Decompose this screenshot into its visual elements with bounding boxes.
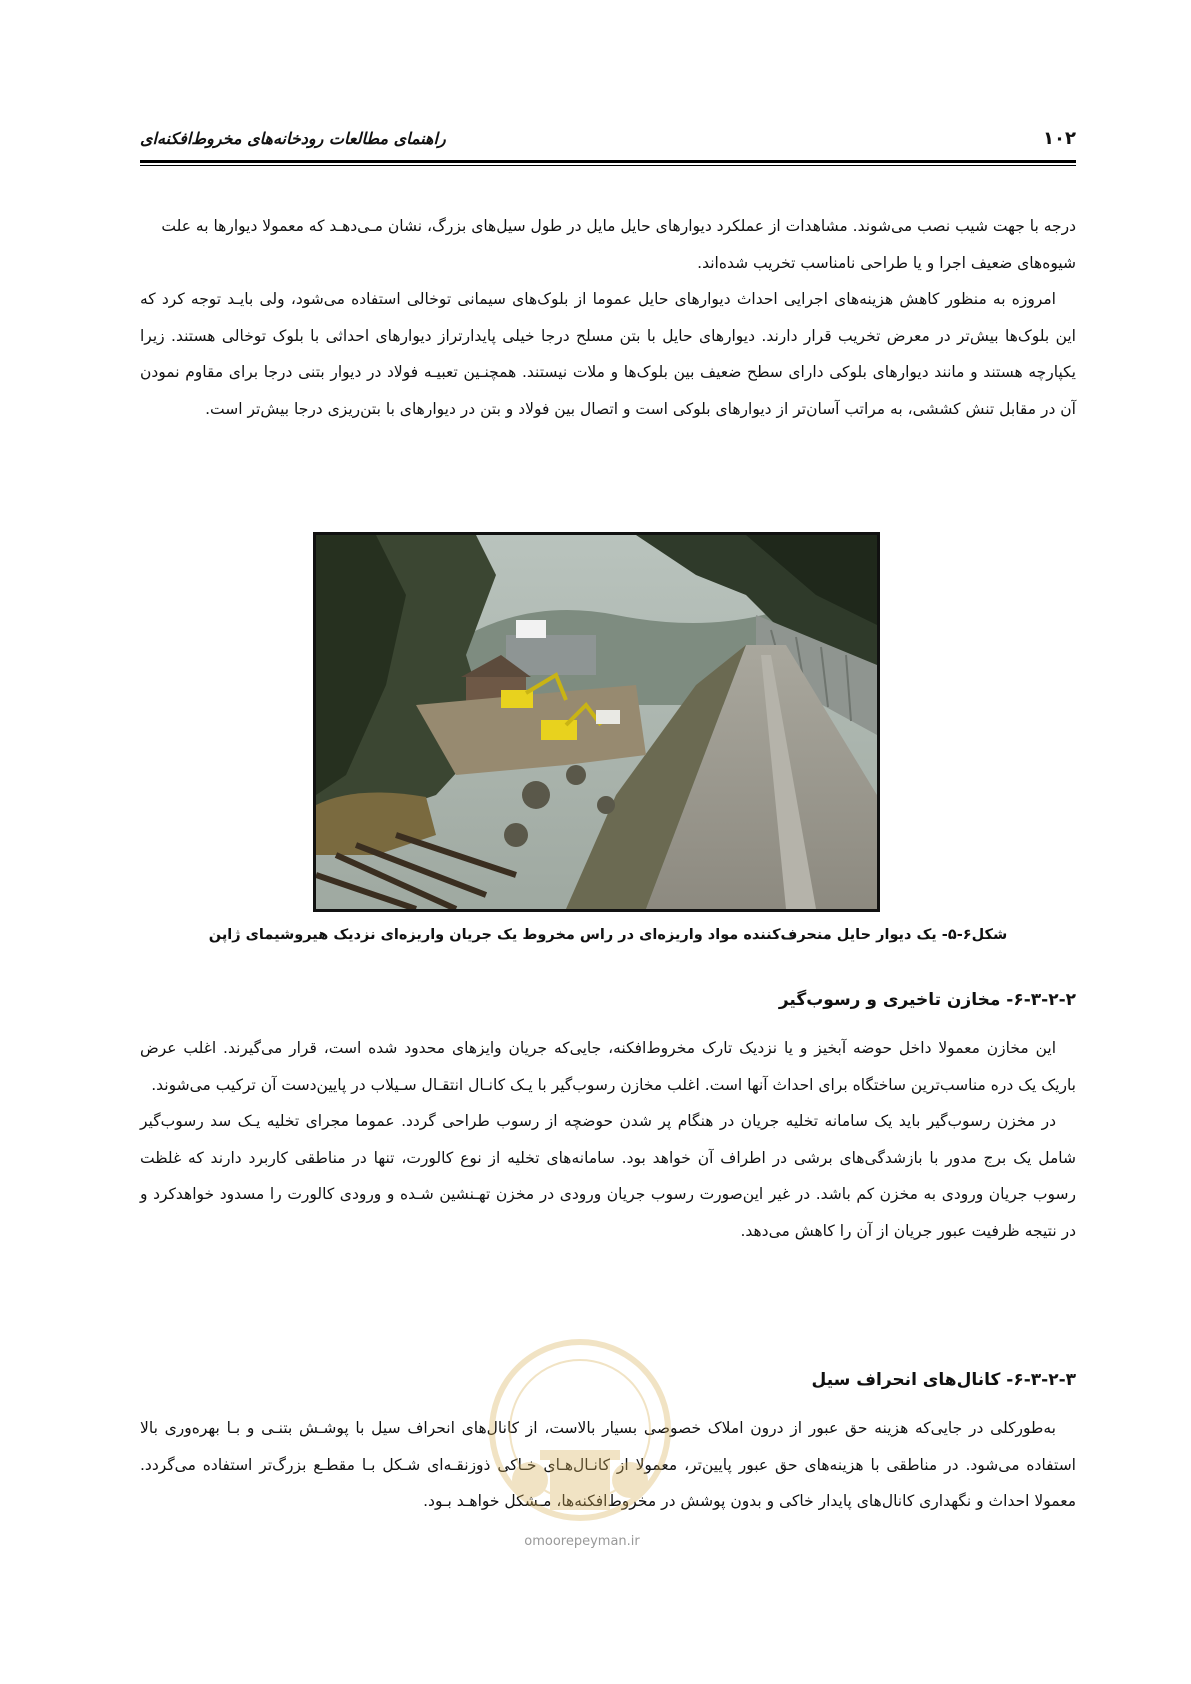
watermark-url: omoorepeyman.ir (524, 1534, 640, 1549)
paragraph: به‌طورکلی در جایی‌که هزینه حق عبور از درون املاک خصوصی بسیار بالاست، از کانال‌های انحراف سیل با پوشـش بتنـی و بـا بهره‌وری بالا استفاده می‌شود. در مناطقی با هزینه‌های حق عبور پایین‌تر، معمولا از کانـال‌هـای خـاکی ذوزنقـه‌ای شـکل بـا مقطـع بزرگ‌تر استفاده می‌گردد. معمولا احداث و نگهداری کانال‌های پایدار خاکی و بدون پوشش در مخروط‌افکنه‌ها، مـشکل خواهـد بـود. (140, 1419, 1076, 1510)
running-header (140, 124, 1076, 154)
page-number: ۱۰۲ (1043, 128, 1076, 149)
paragraph: درجه با جهت شیب نصب می‌شوند. مشاهدات از عملکرد دیوارهای حایل مایل در طول سیل‌های بزرگ، نشان مـی‌دهـد که معمولا دیوارها به علت شیوه‌های ضعیف اجرا و یا طراحی نامناسب تخریب شده‌اند. (161, 217, 1076, 272)
header-rule-thick (140, 160, 1076, 163)
figure-caption: شکل۶-۵- یک دیوار حایل منحرف‌کننده مواد واریزه‌ای در راس مخروط یک جریان واریزه‌ای نزدیک هیروشیمای ژاپن (208, 927, 1008, 943)
retaining-wall-photo (316, 535, 877, 909)
paragraph: امروزه به منظور کاهش هزینه‌های اجرایی احداث دیوارهای حایل عموما از بلوک‌های سیمانی توخالی استفاده می‌شود، ولی بایـد توجه کرد که این بلوک‌ها بیش‌تر در معرض تخریب قرار دارند. دیوارهای حایل با بتن مسلح درجا خیلی پایدارتراز دیوارهای احداثی با بلوک توخالی هستند. زیرا یکپارچه هستند و مانند دیوارهای بلوکی دارای سطح ضعیف بین بلوک‌ها و ملات نیستند. همچنـین تعبیـه فولاد در دیوار بتنی درجا برای مقاوم نمودن آن در مقابل تنش کششی، به مراتب آسان‌تر از دیوارهای بلوکی است و اتصال بین فولاد و بتن در دیوارهای با بتن‌ریزی درجا بیش‌تر است. (140, 290, 1076, 418)
section-3-body (140, 1410, 1076, 1520)
paragraph: این مخازن معمولا داخل حوضه آبخیز و یا نزدیک تارک مخروط‌افکنه، جایی‌که جریان وایزهای محدود شده است، قرار می‌گیرند. اغلب عرض باریک یک دره مناسب‌ترین ساختگاه برای احداث آنها است. اغلب مخازن رسوب‌گیر با یـک کانـال انتقـال سـیلاب در پایین‌دست آن ترکیب می‌شوند. (140, 1039, 1076, 1094)
figure-photo (313, 532, 880, 912)
paragraph: در مخزن رسوب‌گیر باید یک سامانه تخلیه جریان در هنگام پر شدن حوضچه از رسوب طراحی گردد. عموما مجرای تخلیه یـک سد رسوب‌گیر شامل یک برج مدور با بازشدگی‌های برشی در اطراف آن خواهد بود. سامانه‌های تخلیه از نوع کالورت، تنها در مناطقی کاربرد دارند که غلظت رسوب جریان ورودی به مخزن کم باشد. در غیر این‌صورت رسوب جریان ورودی در مخزن تهـنشین شـده و ورودی کالورت را مسدود خواهدکرد و در نتیجه ظرفیت عبور جریان از آن را کاهش می‌دهد. (140, 1112, 1076, 1240)
header-title: راهنمای مطالعات رودخانه‌های مخروط‌افکنه‌ای (140, 129, 446, 148)
section-1-body (140, 208, 1076, 427)
header-rule-thin (140, 165, 1076, 166)
section-heading: ۶-۳-۲-۳- کانال‌های انحراف سیل (811, 1370, 1076, 1390)
section-heading: ۶-۳-۲-۲- مخازن تاخیری و رسوب‌گیر (778, 990, 1076, 1010)
section-2-body (140, 1030, 1076, 1249)
